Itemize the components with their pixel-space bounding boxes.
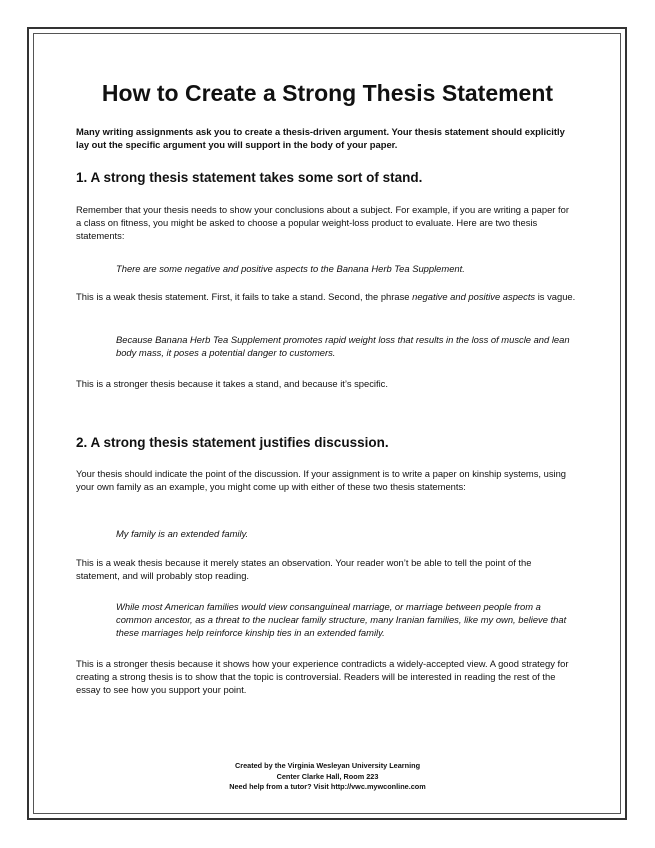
p2-text-start: This is a weak thesis statement. First, it fails to take a stand. Second, the phrase [76, 291, 413, 302]
section-2-heading: 2. A strong thesis statement justifies discussion. [76, 435, 389, 450]
section-2-example-weak: My family is an extended family. [116, 528, 249, 539]
section-1-example-weak: There are some negative and positive aspects to the Banana Herb Tea Supplement. [116, 263, 465, 274]
document-title: How to Create a Strong Thesis Statement [101, 80, 554, 106]
section-1-heading: 1. A strong thesis statement takes some sort of stand. [76, 170, 423, 185]
section-2-paragraph-1: Your thesis should indicate the point of the discussion. If your assignment is to write a paper on kinship systems, using your own family as an example, you might come up with either of these two thesis statements: [76, 468, 567, 492]
section-2-example-strong: While most American families would view consanguineal marriage, or marriage between people from a common ancestor, as a threat to the nuclear family structure, many Iranian families, like my own, believe that these marriages help reinforce kinship ties in an extended family. [116, 601, 567, 638]
footer-line-1: Created by the Virginia Wesleyan University Learning [234, 761, 421, 770]
section-1-paragraph-3: This is a stronger thesis because it takes a stand, and because it’s specific. [76, 378, 388, 389]
footer [0, 761, 655, 793]
section-1-example-strong: Because Banana Herb Tea Supplement promotes rapid weight loss that results in the loss of muscle and lean body mass, it poses a potential danger to customers. [116, 334, 570, 358]
footer-line-2: Center Clarke Hall, Room 223 [276, 771, 379, 781]
p2-emphasis: negative and positive aspects [412, 291, 536, 302]
section-2-paragraph-3: This is a stronger thesis because it shows how your experience contradicts a widely-accepted view. A good strategy for creating a strong thesis is to show that the topic is controversial. Readers will be interested in reading the rest of the essay to see how you support your point. [76, 658, 569, 695]
p2-text-end: is vague. [535, 291, 576, 302]
intro-paragraph: Many writing assignments ask you to create a thesis-driven argument. Your thesis statement should explicitly lay out the specific argument you will support in the body of your paper. [76, 126, 565, 150]
footer-line-3: Need help from a tutor? Visit http://vwc.mywconline.com [229, 782, 426, 791]
section-1-paragraph-2 [76, 290, 576, 303]
section-1-paragraph-1: Remember that your thesis needs to show your conclusions about a subject. For example, if you are writing a paper for a class on fitness, you might be asked to choose a popular weight-loss product to evaluate. Here are two thesis statements: [76, 204, 569, 241]
section-2-paragraph-2: This is a weak thesis because it merely states an observation. Your reader won’t be able to tell the point of the statement, and will probably stop reading. [76, 557, 532, 581]
